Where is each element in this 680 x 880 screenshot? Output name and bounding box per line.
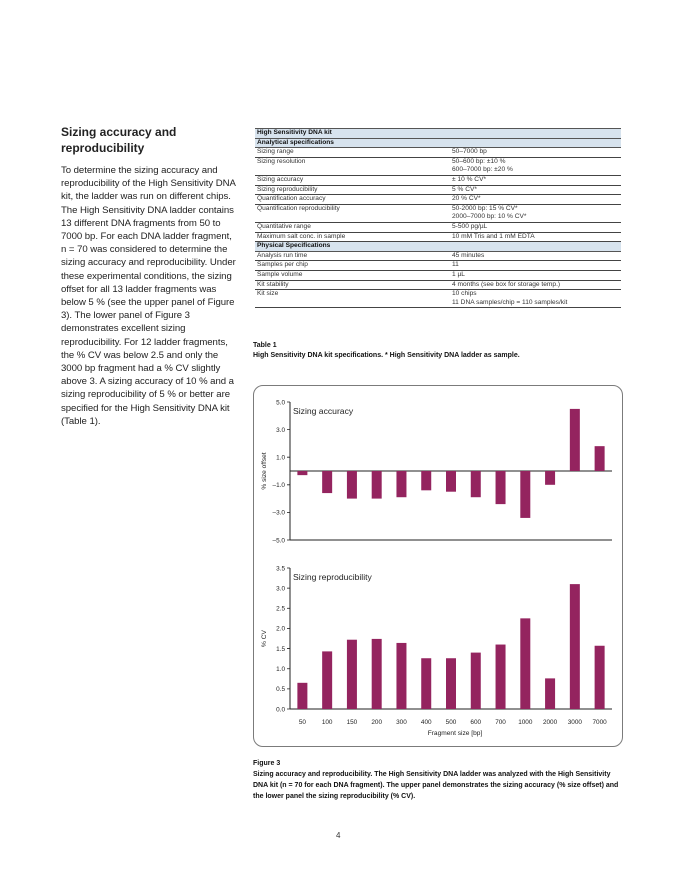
spec-name: Sizing reproducibility: [255, 185, 450, 195]
physical-header-row-cell: Physical Specifications: [255, 242, 621, 252]
x-tick-label: 300: [396, 719, 407, 726]
spec-value: [450, 251, 621, 261]
x-tick-label: 100: [321, 719, 333, 726]
reproducibility-bar: [322, 651, 332, 709]
reproducibility-bar: [520, 618, 530, 709]
x-tick-label: 50: [298, 719, 306, 726]
reproducibility-y-tick-label: 3.0: [276, 585, 285, 593]
table-row: [255, 290, 621, 308]
spec-value: [450, 280, 621, 290]
spec-name: Kit stability: [255, 280, 450, 290]
table-row: [255, 195, 621, 205]
spec-value-line: 4 months (see box for storage temp.): [452, 280, 561, 288]
reproducibility-bar: [372, 639, 382, 709]
accuracy-bar: [421, 471, 431, 490]
table-row: [255, 261, 621, 271]
accuracy-bar: [372, 471, 382, 499]
x-tick-label: 3000: [567, 719, 582, 726]
article-column: [61, 124, 239, 428]
reproducibility-bar: [421, 658, 431, 709]
accuracy-bar: [322, 471, 332, 493]
accuracy-bar: [297, 471, 307, 475]
spec-value: [450, 148, 621, 158]
accuracy-y-tick-label: 1.0: [276, 454, 285, 462]
spec-value-line: 5 % CV*: [452, 185, 477, 193]
accuracy-bar: [545, 471, 555, 485]
spec-value: [450, 290, 621, 308]
accuracy-bar: [595, 446, 605, 471]
spec-value-line: 45 minutes: [452, 251, 485, 259]
accuracy-bar: [570, 409, 580, 471]
table-title-row-cell: High Sensitivity DNA kit: [255, 129, 621, 139]
x-tick-label: 1000: [518, 719, 533, 726]
analytical-header-row: [255, 138, 621, 148]
table-caption-text: High Sensitivity DNA kit specifications. * High Sensitivity DNA ladder as sample.: [253, 352, 520, 359]
accuracy-y-tick-label: –3.0: [272, 509, 285, 517]
reproducibility-y-label: % CV: [261, 630, 268, 647]
accuracy-title: Sizing accuracy: [293, 406, 354, 416]
reproducibility-y-tick-label: 0.5: [276, 686, 285, 694]
accuracy-bar: [520, 471, 530, 518]
page-number: 4: [336, 831, 341, 840]
reproducibility-bar: [595, 646, 605, 709]
reproducibility-y-tick-label: 1.0: [276, 666, 285, 674]
x-tick-label: 2000: [542, 719, 558, 726]
spec-name: Quantification accuracy: [255, 195, 450, 205]
spec-value-line: 5-500 pg/µL: [452, 222, 488, 230]
spec-value-line: 50–600 bp: ±10 %: [452, 157, 506, 165]
spec-value: [450, 270, 621, 280]
spec-name: Sizing accuracy: [255, 175, 450, 185]
table-row: [255, 270, 621, 280]
reproducibility-y-tick-label: 3.5: [276, 565, 285, 573]
x-tick-label: 150: [346, 719, 358, 726]
analytical-header-row-cell: Analytical specifications: [255, 138, 621, 148]
spec-value-line: 10 chips: [452, 290, 477, 298]
reproducibility-bar: [471, 653, 481, 709]
x-tick-label: 500: [445, 719, 457, 726]
section-heading: Sizing accuracy and reproducibility: [61, 125, 177, 155]
figure-3: [253, 385, 623, 747]
spec-value-line: 2000–7000 bp: 10 % CV*: [452, 213, 527, 221]
table-row: [255, 222, 621, 232]
table-row: [255, 280, 621, 290]
table-row: [255, 251, 621, 261]
spec-value: [450, 204, 621, 222]
accuracy-y-label: % size offset: [261, 452, 268, 490]
spec-value-line: 11: [452, 261, 459, 269]
table-row: [255, 157, 621, 175]
table-row: [255, 204, 621, 222]
accuracy-y-tick-label: 3.0: [276, 426, 285, 434]
reproducibility-y-tick-label: 0.0: [276, 706, 285, 714]
reproducibility-bar: [297, 683, 307, 709]
spec-value-line: 11 DNA samples/chip = 110 samples/kit: [452, 298, 568, 306]
spec-name: Quantitative range: [255, 222, 450, 232]
table-row: [255, 175, 621, 185]
spec-value-line: 1 µL: [452, 270, 465, 278]
reproducibility-bar: [496, 645, 506, 709]
spec-name: Quantification reproducibility: [255, 204, 450, 222]
table-row: [255, 148, 621, 158]
accuracy-bar: [396, 471, 406, 497]
body-paragraph: To determine the sizing accuracy and reproducibility of the High Sensitivity DNA kit, the ladder was run on different chips. The High Sensitivity DNA ladder contains 13 different DNA fragments from 50 to 7000 bp. For each DNA ladder fragment, n = 70 was considered to determine the sizing accuracy and reproducibility. Under these experimental conditions, the sizing offset for all 13 ladder fragments was below 5 % (see the upper panel of Figure 3). The lower panel of Figure 3 demonstrates excellent sizing reproducibility. For 12 ladder fragments, the % CV was below 2.5 and only the 3000 bp fragment had a % CV slightly above 3. A sizing accuracy of 10 % and a sizing reproducibility of 5 % or better are specified for the High Sensitivity DNA kit (Table 1).: [61, 165, 236, 427]
spec-name: Kit size: [255, 290, 450, 308]
reproducibility-bar: [446, 658, 456, 709]
spec-name: Sizing range: [255, 148, 450, 158]
spec-name: Analysis run time: [255, 251, 450, 261]
table-row: [255, 232, 621, 242]
spec-name: Sizing resolution: [255, 157, 450, 175]
spec-value: [450, 185, 621, 195]
accuracy-y-tick-label: 5.0: [276, 399, 285, 407]
reproducibility-y-tick-label: 2.5: [276, 605, 285, 613]
reproducibility-y-tick-label: 2.0: [276, 625, 285, 633]
figure-caption: [253, 758, 621, 802]
x-tick-label: 700: [495, 719, 506, 726]
spec-table: [255, 128, 621, 308]
x-tick-label: 400: [420, 719, 432, 726]
accuracy-y-tick-label: –1.0: [272, 482, 285, 490]
x-tick-label: 600: [470, 719, 482, 726]
table-row: [255, 185, 621, 195]
accuracy-bar: [446, 471, 456, 492]
spec-name: Maximum salt conc. in sample: [255, 232, 450, 242]
table-caption-label: Table 1: [253, 342, 277, 349]
reproducibility-y-tick-label: 1.5: [276, 645, 285, 653]
accuracy-bar: [471, 471, 481, 497]
figure-caption-label: Figure 3: [253, 760, 281, 767]
x-axis-label: Fragment size [bp]: [427, 730, 483, 737]
reproducibility-bar: [570, 584, 580, 709]
spec-value-line: ± 10 % CV*: [452, 175, 487, 183]
x-tick-label: 200: [371, 719, 383, 726]
spec-value: [450, 261, 621, 271]
spec-value: [450, 195, 621, 205]
accuracy-bar: [496, 471, 506, 504]
spec-value-line: 50-2000 bp: 15 % CV*: [452, 204, 518, 212]
spec-value: [450, 157, 621, 175]
table-title-row: [255, 129, 621, 139]
reproducibility-bar: [545, 678, 555, 709]
x-tick-label: 7000: [592, 719, 607, 726]
spec-name: Samples per chip: [255, 261, 450, 271]
physical-header-row: [255, 242, 621, 252]
reproducibility-title: Sizing reproducibility: [293, 572, 372, 582]
accuracy-bar: [347, 471, 357, 499]
spec-value: [450, 222, 621, 232]
spec-name: Sample volume: [255, 270, 450, 280]
spec-value-line: 10 mM Tris and 1 mM EDTA: [452, 232, 535, 240]
spec-value-line: 600–7000 bp: ±20 %: [452, 166, 513, 174]
spec-value-line: 50–7000 bp: [452, 148, 487, 156]
accuracy-y-tick-label: –5.0: [272, 537, 285, 545]
spec-value-line: 20 % CV*: [452, 195, 481, 203]
reproducibility-bar: [396, 643, 406, 709]
reproducibility-bar: [347, 640, 357, 709]
figure-caption-text: Sizing accuracy and reproducibility. The High Sensitivity DNA ladder was analyzed with the High Sensitivity DNA kit (n = 70 for each DNA fragment). The upper panel demonstrates the sizing accuracy (% size offset) and the lower panel the sizing reproducibility (% CV).: [253, 771, 619, 800]
table-caption: [253, 341, 621, 361]
spec-value: [450, 175, 621, 185]
spec-value: [450, 232, 621, 242]
figure-3-chart: [254, 386, 622, 746]
